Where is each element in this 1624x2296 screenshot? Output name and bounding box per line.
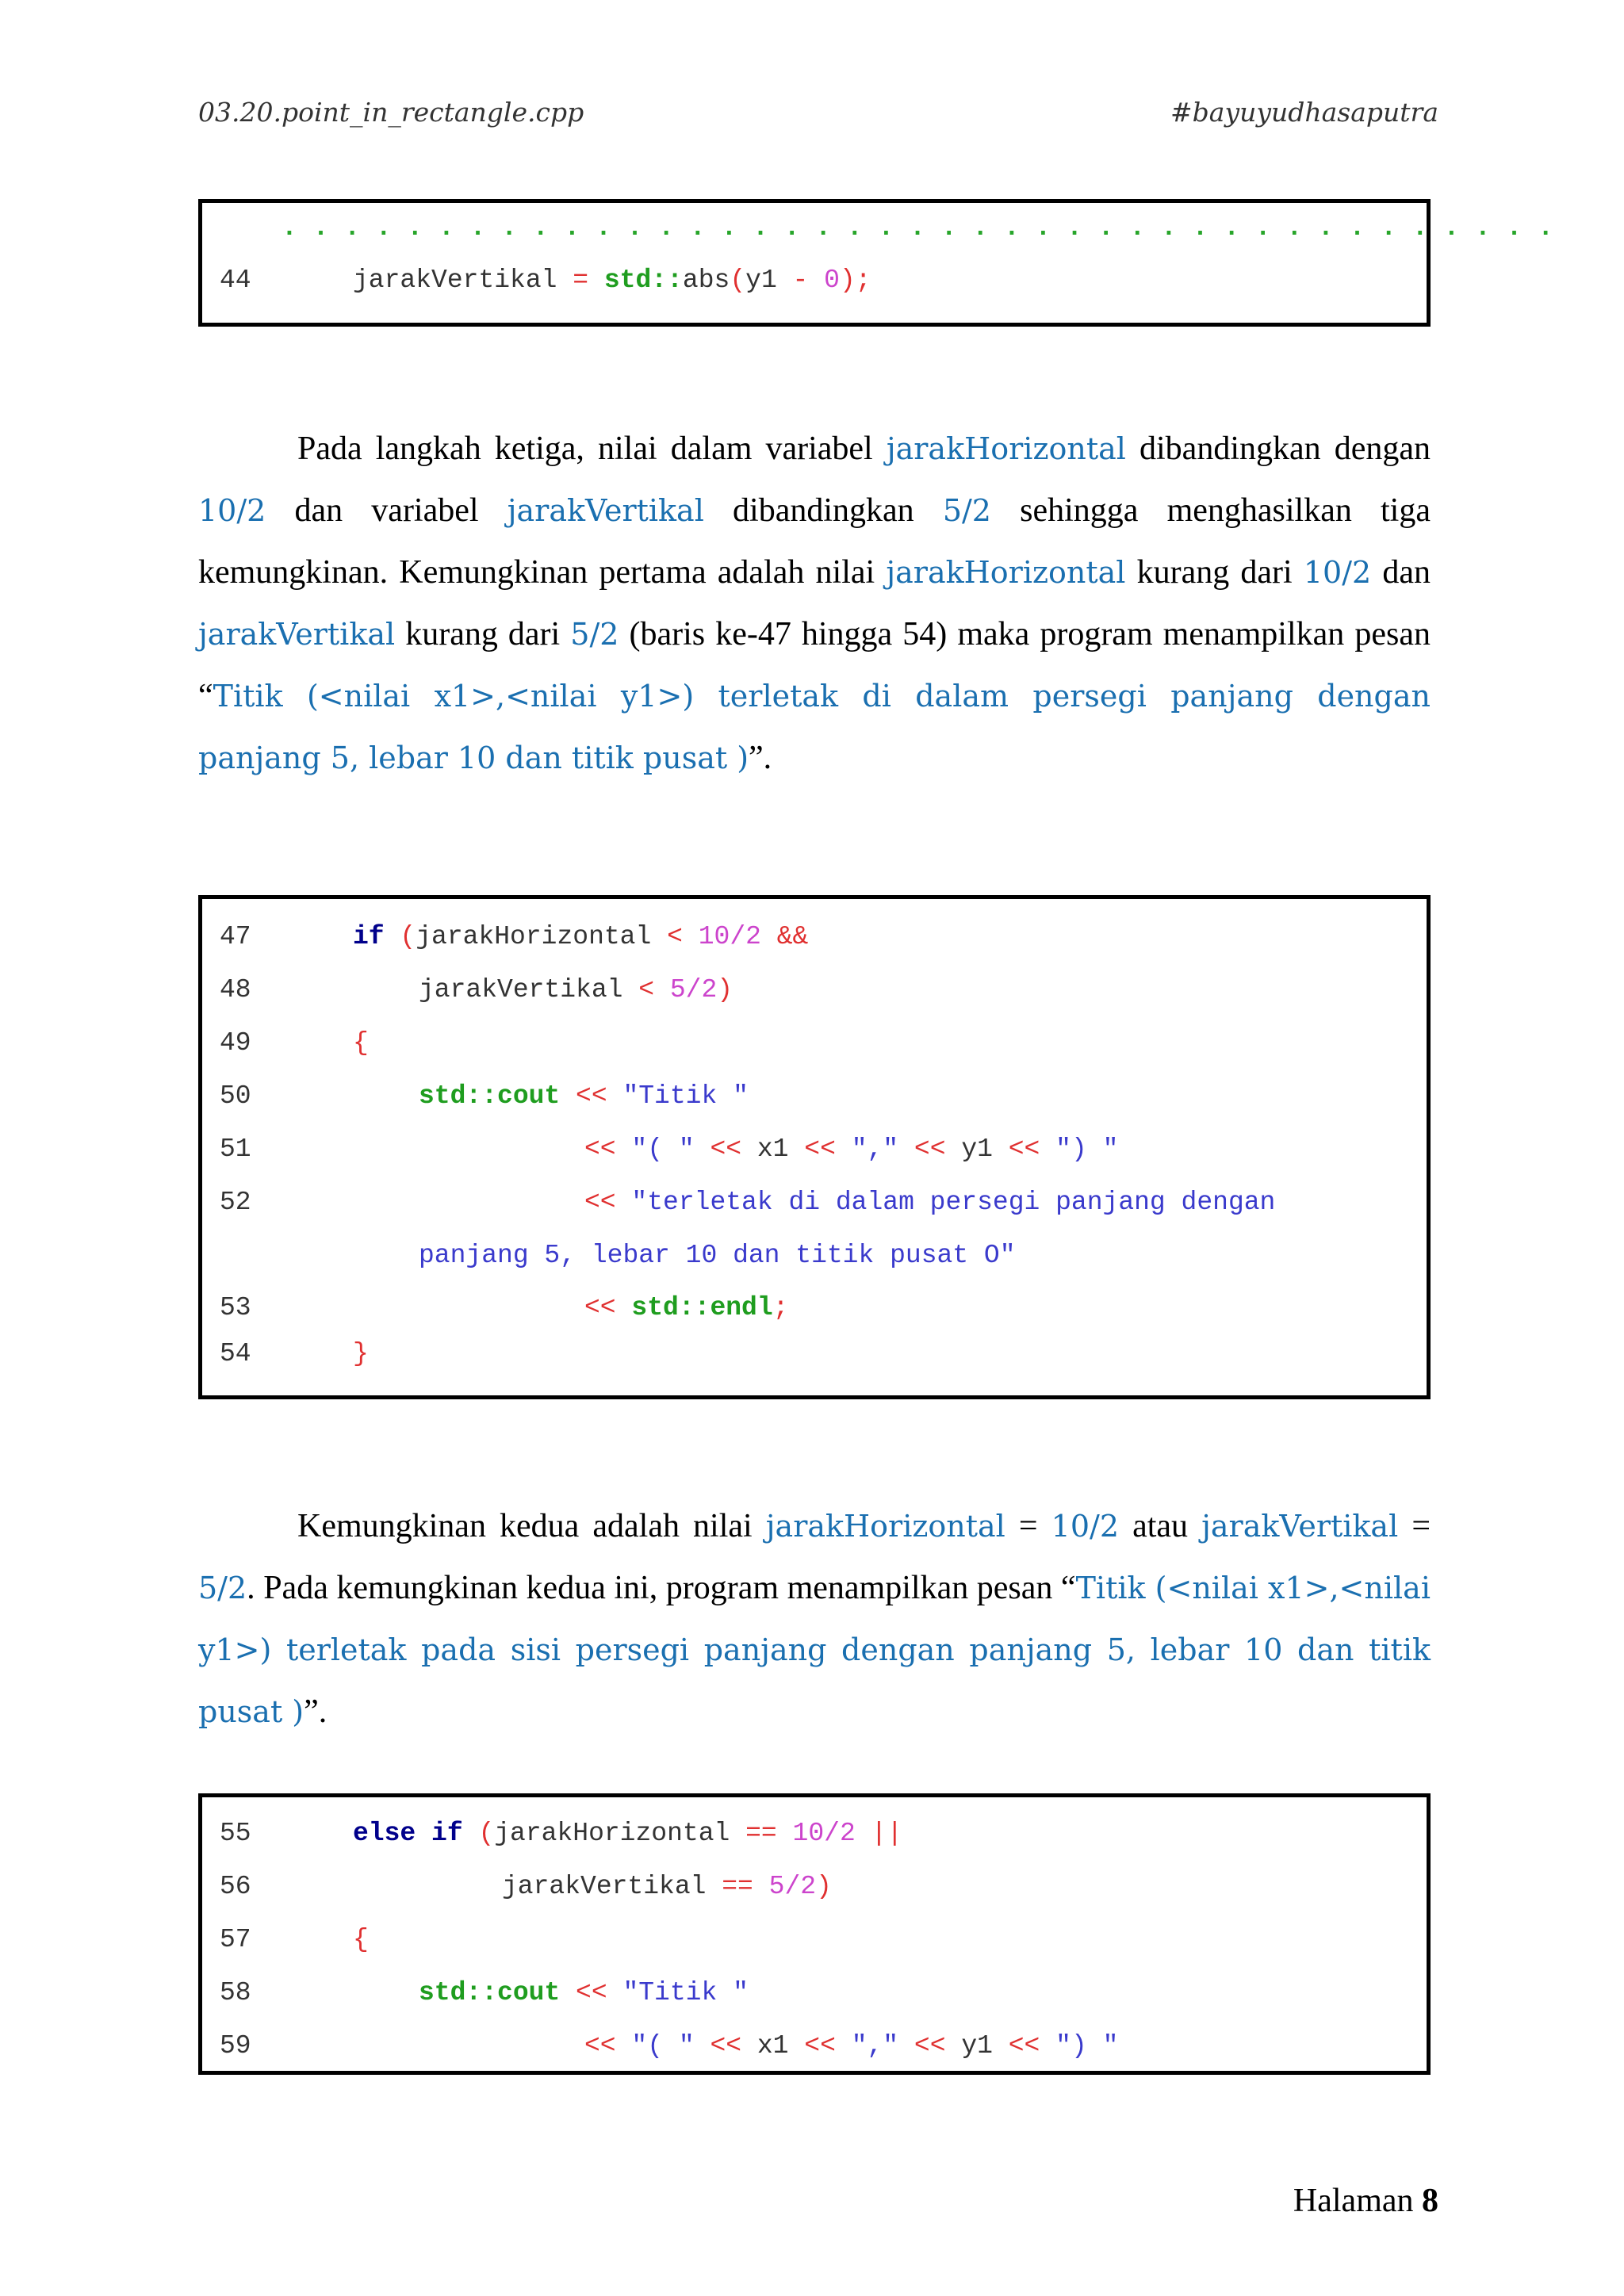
code-line-54 (220, 1338, 369, 1370)
code-token: << (788, 1135, 852, 1164)
code-token: "( " (631, 1135, 695, 1164)
term-highlight: 5/2 (198, 1571, 247, 1605)
code-token: "," (851, 1135, 899, 1164)
code-token: ); (839, 266, 871, 295)
text: ”. (304, 1693, 327, 1730)
code-token: panjang 5, lebar 10 dan titik pusat O" (419, 1241, 1016, 1270)
code-token: << (992, 1135, 1056, 1164)
term-highlight: 10/2 (1303, 555, 1372, 590)
code-token: 0 (824, 266, 840, 295)
code-token: jarakVertikal (353, 266, 557, 295)
ellipsis-dots: . . . . . . . . . . . . . . . . . . . . . . . . . . . . . . . . . . . . . . . . . (282, 213, 1554, 243)
code-token: ; (772, 1293, 789, 1322)
code-token: { (353, 1028, 369, 1058)
code-token: "Titik " (622, 1081, 749, 1111)
page-footer (1293, 2182, 1438, 2220)
line-number: 48 (220, 975, 251, 1004)
line-number: 58 (220, 1978, 251, 2007)
code-block-2 (198, 895, 1431, 1399)
code-token: ) (717, 975, 733, 1004)
code-token: std::cout (419, 1978, 561, 2007)
line-number: 55 (220, 1819, 251, 1848)
code-token: if (353, 922, 385, 951)
code-line-55 (220, 1818, 902, 1850)
code-line-57 (220, 1924, 369, 1956)
code-token: = (557, 266, 604, 295)
text: = (1005, 1508, 1051, 1544)
code-token: << (898, 1135, 962, 1164)
code-token: << (694, 1135, 757, 1164)
code-token: == (730, 1819, 793, 1848)
code-token: "," (851, 2031, 899, 2061)
code-line-56 (220, 1871, 832, 1903)
line-number: 53 (220, 1293, 251, 1322)
code-token: < (622, 975, 670, 1004)
term-highlight: jarakHorizontal (886, 555, 1126, 590)
code-token: "( " (631, 2031, 695, 2061)
code-token: << (898, 2031, 962, 2061)
code-line-44 (220, 265, 871, 297)
code-token: << (584, 1293, 632, 1322)
text: dibandingkan (703, 492, 943, 529)
code-token: - (776, 266, 825, 295)
code-token: << (584, 1188, 632, 1217)
text: Pada langkah ketiga, nilai dalam variabel (297, 430, 887, 467)
term-highlight: 10/2 (198, 493, 266, 528)
text: dan variabel (266, 492, 508, 529)
code-token: << (560, 1081, 623, 1111)
code-token (463, 1819, 479, 1848)
code-line-53 (220, 1292, 788, 1324)
text: ”. (749, 740, 772, 776)
code-token: "terletak di dalam persegi panjang dengan (631, 1188, 1276, 1217)
code-token (385, 922, 400, 951)
code-token: || (855, 1819, 903, 1848)
line-number: 44 (220, 266, 251, 295)
code-line-48 (220, 974, 733, 1006)
code-block-3 (198, 1793, 1431, 2075)
code-block-1 (198, 199, 1554, 327)
code-line-51 (220, 1134, 1118, 1165)
text: = (1398, 1508, 1431, 1544)
line-number: 51 (220, 1135, 251, 1164)
message-highlight: Titik (<nilai x1>,<nilai y1>) terletak pada sisi persegi panjang dengan panjang 5, lebar 10 dan titik pusat ) (198, 1571, 1431, 1729)
paragraph-1 (198, 418, 1431, 789)
line-number: 56 (220, 1872, 251, 1901)
text: (baris ke-47 hingga 54) maka program menampilkan pesan “ (198, 616, 1431, 714)
code-line-59 (220, 2030, 1118, 2062)
code-token: abs (682, 266, 730, 295)
text: kurang dari (395, 616, 571, 652)
code-token: == (706, 1872, 769, 1901)
code-token: 10/2 (792, 1819, 856, 1848)
code-token: ( (478, 1819, 495, 1848)
text: Kemungkinan kedua adalah nilai (297, 1508, 766, 1544)
term-highlight: 5/2 (942, 493, 991, 528)
code-token: y1 (961, 1135, 993, 1164)
code-token: std::endl (631, 1293, 773, 1322)
code-line-52 (220, 1187, 1275, 1219)
code-token: std:: (603, 266, 683, 295)
code-token: << (694, 2031, 757, 2061)
line-number: 57 (220, 1925, 251, 1954)
term-highlight: 10/2 (1051, 1509, 1119, 1544)
code-line-50 (220, 1081, 749, 1112)
code-token: << (584, 1135, 632, 1164)
line-number: 54 (220, 1339, 251, 1368)
code-line-49 (220, 1027, 369, 1059)
code-token: << (992, 2031, 1056, 2061)
term-highlight: jarakVertikal (1201, 1509, 1399, 1544)
term-highlight: 5/2 (570, 617, 619, 652)
code-token: y1 (745, 266, 777, 295)
code-token: ) (816, 1872, 832, 1901)
paragraph-2 (198, 1495, 1431, 1743)
code-token: std::cout (419, 1081, 561, 1111)
code-token: << (788, 2031, 852, 2061)
code-token: ( (400, 922, 416, 951)
line-number: 59 (220, 2031, 251, 2061)
text: dibandingkan dengan (1125, 430, 1431, 467)
text: atau (1119, 1508, 1202, 1544)
code-token: 5/2 (768, 1872, 817, 1901)
code-token: ") " (1055, 2031, 1119, 2061)
code-line-47 (220, 921, 808, 953)
code-token: ") " (1055, 1135, 1119, 1164)
term-highlight: jarakVertikal (198, 617, 396, 652)
code-line-52-cont (220, 1240, 1016, 1272)
code-token: x1 (756, 1135, 789, 1164)
code-token: y1 (961, 2031, 993, 2061)
text: kurang dari (1125, 554, 1304, 591)
code-line-58 (220, 1977, 749, 2009)
footer-label: Halaman (1293, 2183, 1422, 2219)
code-token: 5/2 (669, 975, 718, 1004)
message-highlight: Titik (<nilai x1>,<nilai y1>) terletak di dalam persegi panjang dengan panjang 5, lebar 10 dan titik pusat ) (198, 679, 1431, 775)
text: dan (1371, 554, 1431, 591)
code-token: } (353, 1339, 369, 1368)
line-number: 50 (220, 1081, 251, 1111)
line-number: 49 (220, 1028, 251, 1058)
header-filename: 03.20.point_in_rectangle.cpp (198, 97, 584, 128)
code-token: jarakVertikal (419, 975, 623, 1004)
code-token: "Titik " (622, 1978, 749, 2007)
text: sehingga menghasilkan tiga kemungkinan. Kemungkinan pertama adalah nilai (198, 492, 1431, 591)
code-token: jarakHorizontal (416, 922, 652, 951)
code-token: ( (730, 266, 746, 295)
code-token: else if (353, 1819, 463, 1848)
code-token: << (584, 2031, 632, 2061)
header-hashtag: #bayuyudhasaputra (1170, 97, 1438, 128)
line-number: 52 (220, 1188, 251, 1217)
term-highlight: jarakHorizontal (886, 431, 1126, 466)
text: . Pada kemungkinan kedua ini, program menampilkan pesan “ (247, 1570, 1076, 1606)
code-token: x1 (756, 2031, 789, 2061)
term-highlight: jarakHorizontal (765, 1509, 1005, 1544)
code-token: << (560, 1978, 623, 2007)
code-token: { (353, 1925, 369, 1954)
code-token: jarakHorizontal (494, 1819, 730, 1848)
line-number: 47 (220, 922, 251, 951)
code-token: && (760, 922, 809, 951)
page-number: 8 (1422, 2183, 1438, 2219)
code-token: < (651, 922, 699, 951)
code-token: 10/2 (698, 922, 761, 951)
code-token: jarakVertikal (502, 1872, 707, 1901)
term-highlight: jarakVertikal (507, 493, 704, 528)
